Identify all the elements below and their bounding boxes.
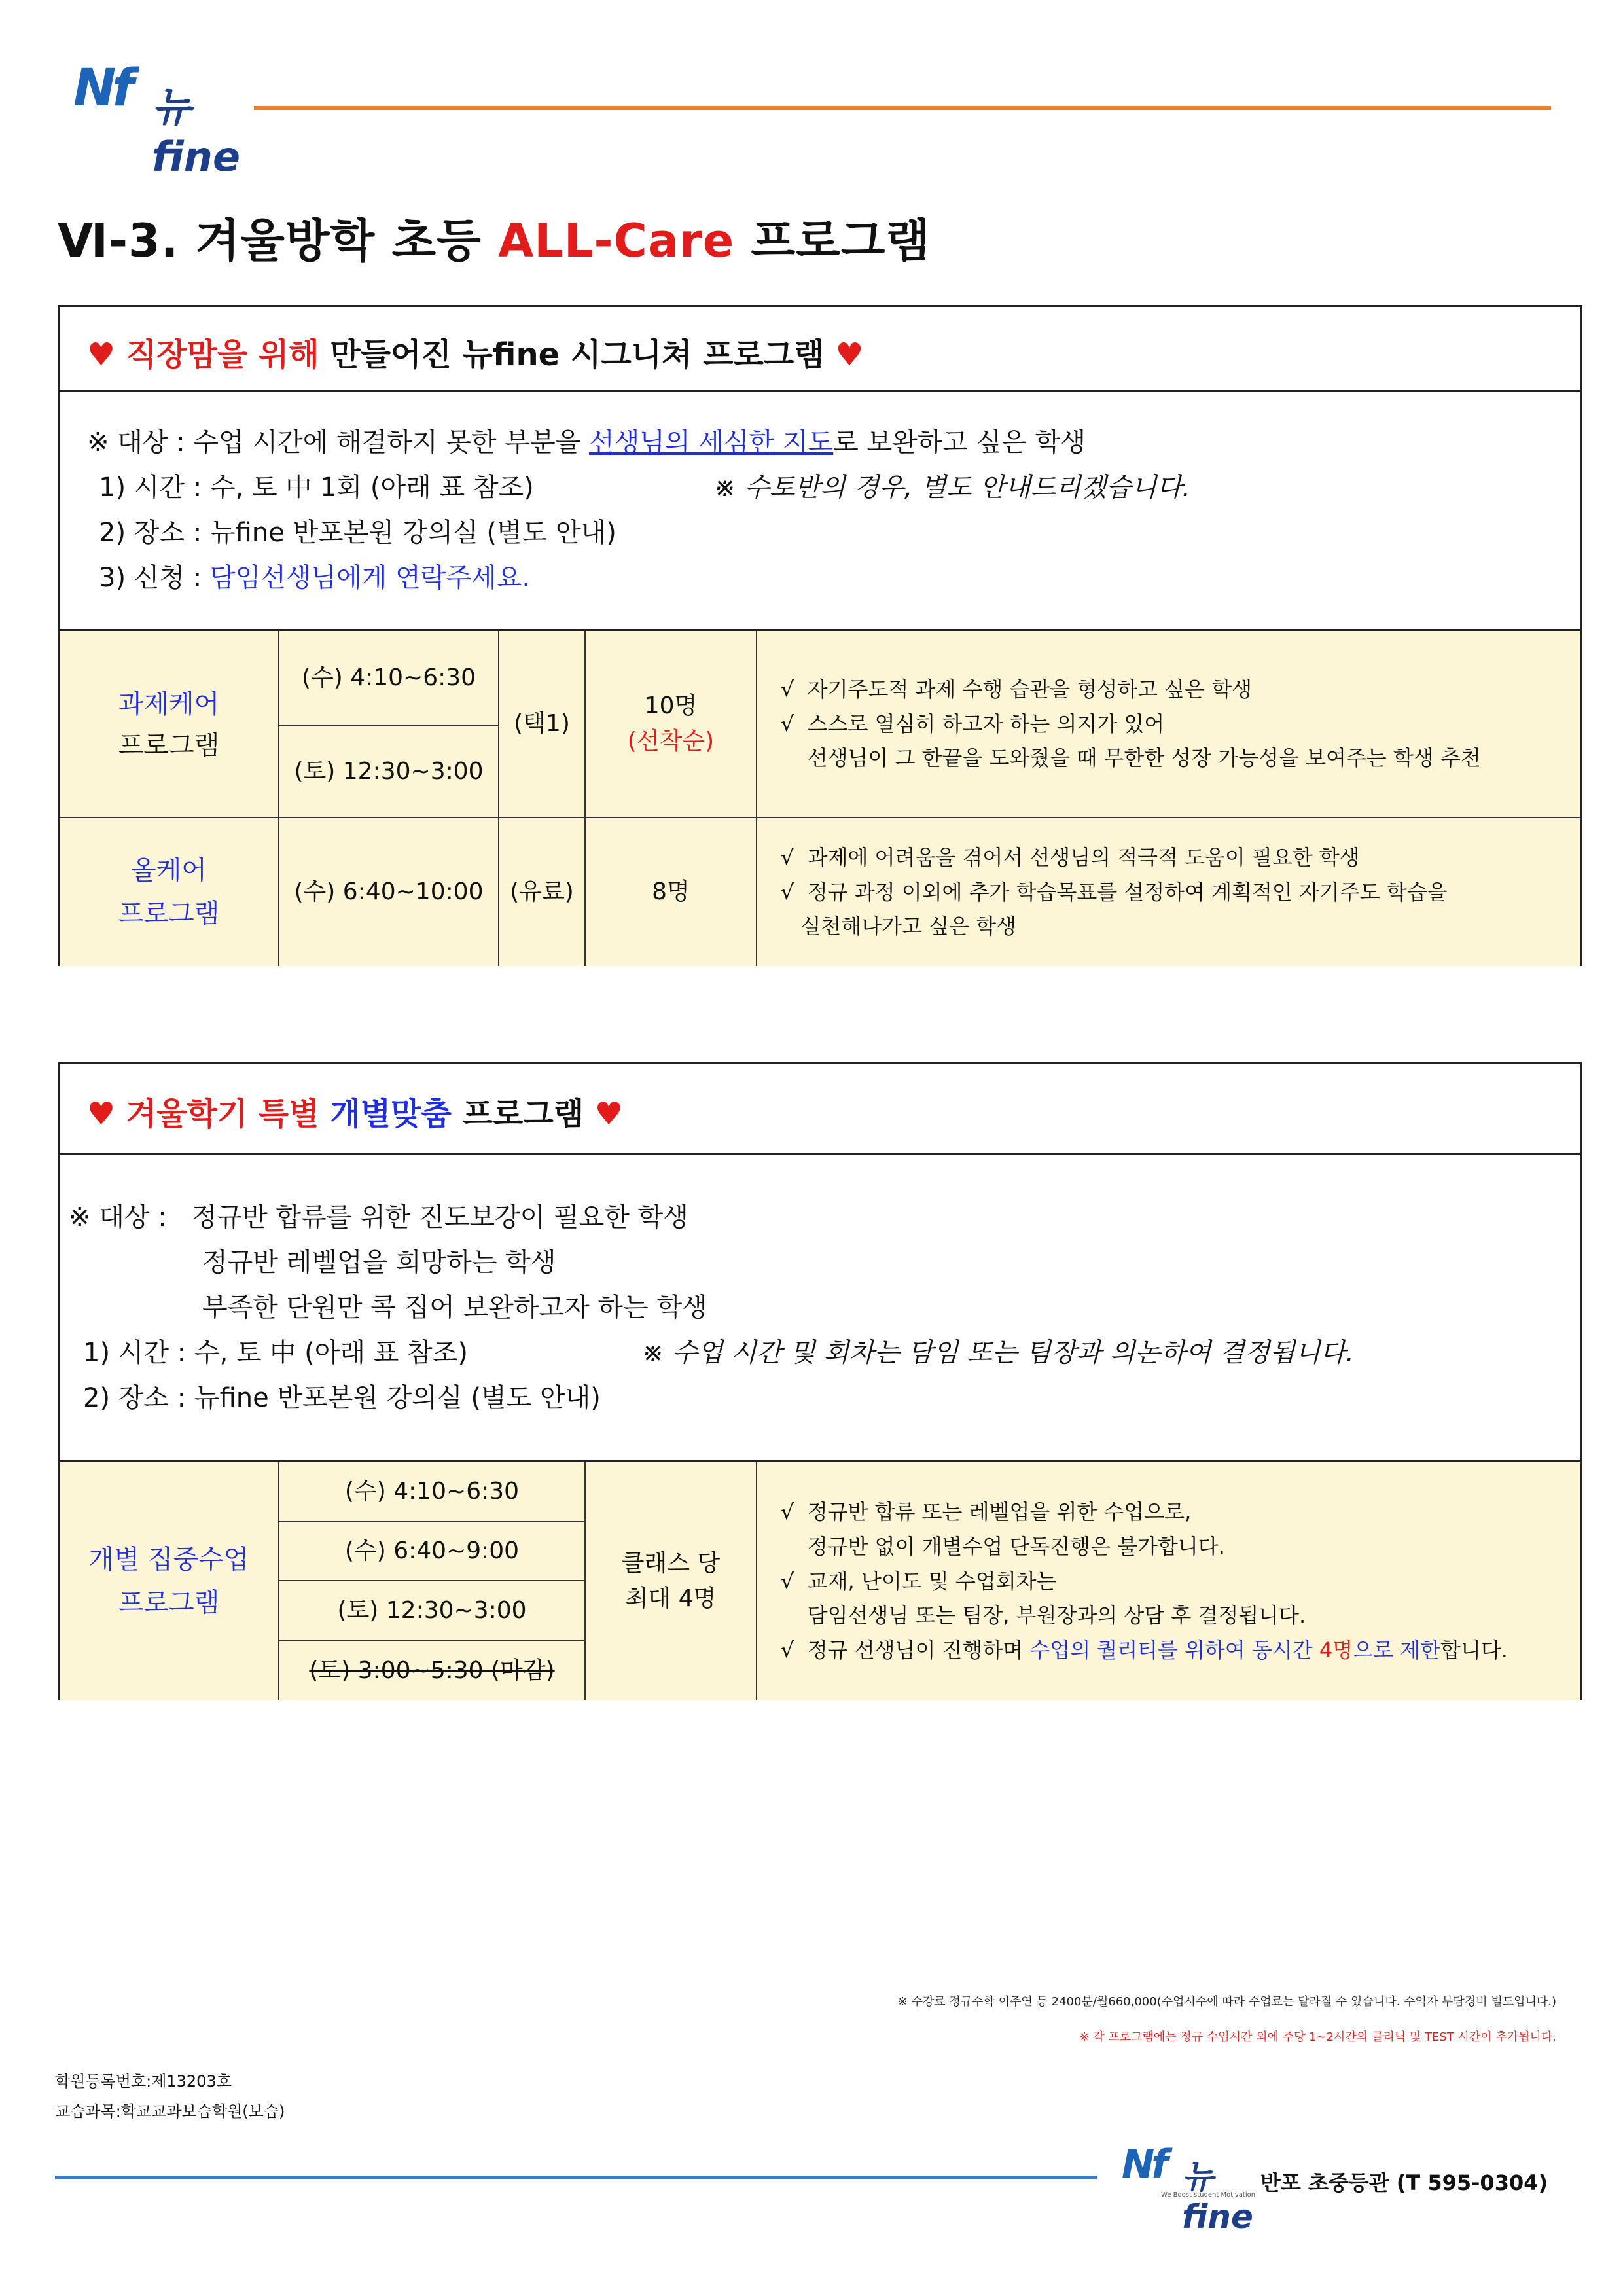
header-rule	[254, 106, 1551, 110]
individual-program-table	[60, 1460, 1580, 1700]
signature-program-box	[58, 305, 1582, 966]
footer-rule	[55, 2176, 1097, 2179]
description-cell	[757, 1462, 1580, 1700]
program-name: 올케어	[131, 855, 207, 886]
logo-word: 뉴fine	[1182, 2158, 1253, 2236]
logo-mark-text: Nf	[73, 59, 131, 118]
target-link: 선생님의 세심한 지도	[588, 427, 834, 457]
heart-icon: ♥	[594, 1096, 623, 1132]
description-line: √ 교재, 난이도 및 수업회차는	[781, 1568, 1057, 1594]
description-line: 담임선생님 또는 팀장, 부원장과의 상담 후 결정됩니다.	[781, 1603, 1306, 1628]
closed-time: (토) 3:00~5:30 (마감)	[309, 1657, 555, 1684]
time-line: 1) 시간 : 수, 토 中 (아래 표 참조)	[83, 1338, 468, 1368]
heading-highlight: 겨울학기 특별	[126, 1096, 330, 1132]
registration-number: 학원등록번호:제13203호	[55, 2072, 232, 2090]
description-line: 선생님이 그 한끝을 도와줬을 때 무한한 성장 가능성을 보여주는 학생 추천	[781, 745, 1481, 771]
target-suffix: 로 보완하고 싶은 학생	[833, 427, 1086, 457]
time-line: 1) 시간 : 수, 토 中 1회 (아래 표 참조)	[99, 473, 534, 503]
heading-highlight-blue: 개별맞춤	[330, 1096, 452, 1132]
place-line: 2) 장소 : 뉴fine 반포본원 강의실 (별도 안내)	[83, 1383, 601, 1413]
time-cell: (수) 4:10~6:30	[279, 1462, 586, 1522]
logo-mark	[73, 59, 130, 118]
desc-part-blue: 제한	[1400, 1638, 1441, 1663]
place-line: 2) 장소 : 뉴fine 반포본원 강의실 (별도 안내)	[99, 518, 616, 548]
desc-part-blue: 수업의 퀄리티를 위하여 동시간	[1029, 1638, 1319, 1663]
program-name-sub: 프로그램	[118, 730, 220, 761]
teaching-subject: 교습과목:학교교과보습학원(보습)	[55, 2102, 285, 2121]
description-line: 실천해나가고 싶은 학생	[781, 914, 1016, 939]
capacity-value-sub: 최대 4명	[625, 1585, 717, 1612]
desc-part: 합니다.	[1440, 1638, 1508, 1663]
desc-part: √ 정규 선생님이 진행하며	[781, 1638, 1030, 1663]
program-name-sub: 프로그램	[118, 1588, 220, 1618]
heart-icon: ♥	[87, 336, 116, 373]
individual-program-heading	[60, 1064, 1580, 1155]
time-cell: (토) 12:30~3:00	[279, 726, 499, 818]
fee-cell: (유료)	[499, 818, 586, 966]
description-line: √ 자기주도적 과제 수행 습관을 형성하고 싶은 학생	[781, 676, 1253, 702]
program-name: 개별 집중수업	[88, 1545, 249, 1575]
heart-icon: ♥	[835, 336, 864, 373]
page-title	[58, 204, 931, 270]
program-name-sub: 프로그램	[118, 899, 220, 929]
fee-cell: (택1)	[499, 631, 586, 818]
description-line: √ 과제에 어려움을 겪어서 선생님의 적극적 도움이 필요한 학생	[781, 844, 1360, 870]
capacity-cell	[586, 631, 757, 818]
apply-line	[99, 557, 530, 594]
time-note: ※ 수업 시간 및 회차는 담임 또는 팀장과 의논하여 결정됩니다.	[642, 1338, 1355, 1368]
title-accent: ALL-Care	[498, 214, 735, 268]
title-suffix: 프로그램	[734, 214, 931, 268]
time-cell: (수) 4:10~6:30	[279, 631, 499, 726]
description-line: √ 정규 과정 이외에 추가 학습목표를 설정하여 계획적인 자기주도 학습을	[781, 879, 1448, 905]
target-prefix: ※ 대상 : 수업 시간에 해결하지 못한 부분을	[87, 427, 589, 457]
logo-mark	[1122, 2142, 1165, 2187]
target-line: ※ 대상 : 정규반 합류를 위한 진도보강이 필요한 학생	[69, 1202, 688, 1232]
description-line: √ 스스로 열심히 하고자 하는 의지가 있어	[781, 711, 1165, 736]
logo-tagline: We Boost student Motivation	[1161, 2191, 1256, 2198]
tuition-note: ※ 수강료 정규수학 이주연 등 2400분/월660,000(수업시수에 따라 수업료는 달라질 수 있습니다. 수익자 부담경비 별도입니다.)	[897, 1995, 1556, 2009]
capacity-note: (선착순)	[627, 728, 715, 755]
program-name: 과제케어	[118, 689, 220, 719]
heading-text: 프로그램	[451, 1096, 595, 1132]
time-cell: (수) 6:40~9:00	[279, 1522, 586, 1581]
program-name-cell	[60, 818, 279, 966]
signature-program-heading	[60, 307, 1580, 392]
desc-part-blue: 으로	[1353, 1638, 1400, 1663]
program-name-cell	[60, 631, 279, 818]
logo-word: 뉴fine	[152, 83, 240, 181]
apply-value: 담임선생님에게 연락주세요.	[209, 563, 531, 593]
capacity-value: 클래스 당	[621, 1550, 721, 1577]
time-note: ※ 수토반의 경우, 별도 안내드리겠습니다.	[714, 473, 1191, 503]
brand-logo	[73, 59, 257, 181]
description-cell	[757, 818, 1580, 966]
branch-contact: 반포 초중등관 (T 595-0304)	[1260, 2170, 1548, 2195]
logo-mark-text: Nf	[1122, 2142, 1166, 2187]
title-prefix: Ⅵ-3. 겨울방학 초등	[58, 214, 499, 268]
capacity-cell	[586, 1462, 757, 1700]
time-cell-closed	[279, 1641, 586, 1700]
description-cell	[757, 631, 1580, 818]
description-line	[781, 1633, 1508, 1668]
description-line: √ 정규반 합류 또는 레벨업을 위한 수업으로,	[781, 1499, 1192, 1524]
time-cell: (수) 6:40~10:00	[279, 818, 499, 966]
clinic-note: ※ 각 프로그램에는 정규 수업시간 외에 주당 1~2시간의 클리닉 및 TEST 시간이 추가됩니다.	[1079, 2030, 1556, 2044]
heart-icon: ♥	[87, 1096, 116, 1132]
target-line: 정규반 레벨업을 희망하는 학생	[202, 1247, 556, 1278]
capacity-cell: 8명	[586, 818, 757, 966]
description-line: 정규반 없이 개별수업 단독진행은 불가합니다.	[781, 1534, 1225, 1559]
heading-text: 만들어진 뉴fine 시그니쳐 프로그램	[319, 336, 836, 373]
time-cell: (토) 12:30~3:00	[279, 1581, 586, 1641]
footer-logo	[1122, 2142, 1279, 2236]
capacity-value: 10명	[644, 692, 698, 719]
apply-label: 3) 신청 :	[99, 563, 210, 593]
heading-highlight: 직장맘을 위해	[126, 336, 319, 373]
program-name-cell	[60, 1462, 279, 1700]
target-line: 부족한 단원만 콕 집어 보완하고자 하는 학생	[202, 1293, 707, 1323]
desc-part-red: 4명	[1319, 1638, 1353, 1663]
individual-program-box	[58, 1062, 1582, 1700]
target-line	[87, 422, 1086, 459]
signature-program-table	[60, 629, 1580, 966]
